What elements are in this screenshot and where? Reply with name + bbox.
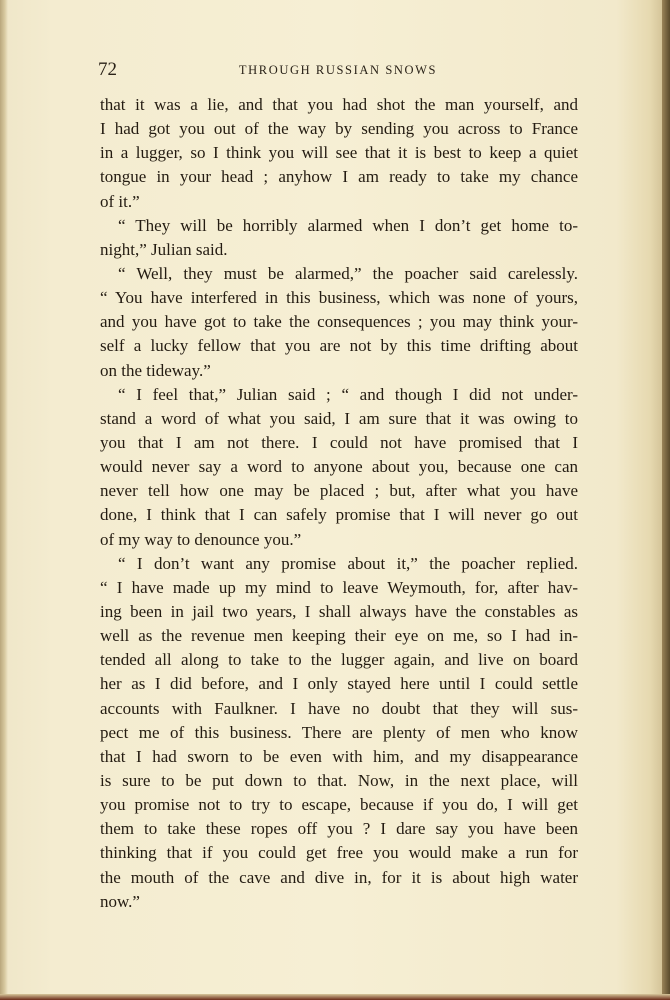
text-line: is sure to be put down to that. Now, in the next place, will xyxy=(100,770,578,790)
text-line: her as I did before, and I only stayed here until I could settle xyxy=(100,674,578,694)
text-line: “ Well, they must be alarmed,” the poacher said carelessly. xyxy=(118,263,578,283)
text-line: now.” xyxy=(100,891,140,911)
text-line: thinking that if you could get free you would make a run for xyxy=(100,843,578,863)
text-line: accounts with Faulkner. I have no doubt that they will sus- xyxy=(100,698,578,718)
text-line: ing been in jail two years, I shall always have the constables as xyxy=(100,601,578,621)
text-line: pect me of this business. There are plenty of men who know xyxy=(100,722,578,742)
text-line: that I had sworn to be even with him, and my disappearance xyxy=(100,746,578,766)
body-text xyxy=(100,93,578,914)
text-line: “ I don’t want any promise about it,” the poacher replied. xyxy=(118,553,578,573)
text-line: them to take these ropes off you ? I dare say you have been xyxy=(100,819,578,839)
page-header xyxy=(98,58,578,84)
text-line: well as the revenue men keeping their eye on me, so I had in- xyxy=(100,626,578,646)
text-line: night,” Julian said. xyxy=(100,239,228,259)
text-line: you promise not to try to escape, because if you do, I will get xyxy=(100,795,578,815)
text-line: of it.” xyxy=(100,191,140,211)
text-line: I had got you out of the way by sending you across to France xyxy=(100,119,578,139)
text-line: “ I have made up my mind to leave Weymouth, for, after hav- xyxy=(100,577,578,597)
text-line: that it was a lie, and that you had shot the man yourself, and xyxy=(100,95,578,114)
text-line: done, I think that I can safely promise that I will never go out xyxy=(100,505,578,525)
text-line: “ I feel that,” Julian said ; “ and though I did not under- xyxy=(118,384,578,404)
text-line: in a lugger, so I think you will see that it is best to keep a quiet xyxy=(100,143,578,163)
text-line: tended all along to take to the lugger again, and live on board xyxy=(100,650,578,670)
text-line: would never say a word to anyone about you, because one can xyxy=(100,457,578,477)
text-line: on the tideway.” xyxy=(100,360,211,380)
text-line: you that I am not there. I could not have promised that I xyxy=(100,432,578,452)
text-line: never tell how one may be placed ; but, after what you have xyxy=(100,481,578,501)
page-number: 72 xyxy=(98,59,117,80)
text-line: “ You have interfered in this business, which was none of yours, xyxy=(100,288,578,308)
page-bottom-edge xyxy=(0,994,670,1000)
text-line: “ They will be horribly alarmed when I don’t get home to- xyxy=(118,215,578,235)
text-line: stand a word of what you said, I am sure that it was owing to xyxy=(100,408,578,428)
page-right-edge xyxy=(662,0,670,1000)
text-line: and you have got to take the consequences ; you may think your- xyxy=(100,312,578,332)
text-line: of my way to denounce you.” xyxy=(100,529,302,549)
page-left-edge xyxy=(0,0,8,1000)
text-line: the mouth of the cave and dive in, for it is about high water xyxy=(100,867,578,887)
text-line: tongue in your head ; anyhow I am ready to take my chance xyxy=(100,167,578,187)
text-line: self a lucky fellow that you are not by this time drifting about xyxy=(100,336,578,356)
running-head: THROUGH RUSSIAN SNOWS xyxy=(238,63,438,77)
